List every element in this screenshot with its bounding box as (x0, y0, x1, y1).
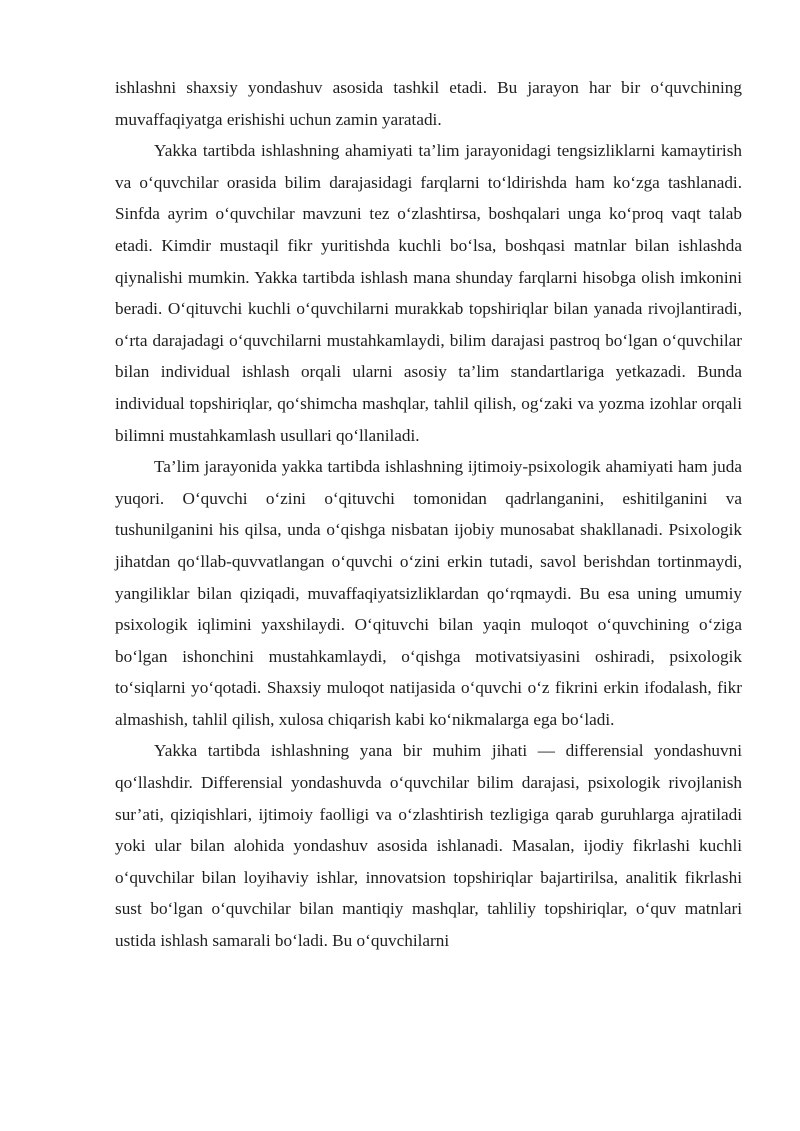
paragraph-4: Yakka tartibda ishlashning yana bir muhim jihati — differensial yondashuvni qo‘llashdir. Differensial yondashuvda o‘quvchilar bilim darajasi, psixologik rivojlanish sur’ati, qiziqishlari, ijtimoiy faolligi va o‘zlashtirish tezligiga qarab guruhlarga ajratiladi yoki ular bilan alohida yondashuv asosida ishlanadi. Masalan, ijodiy fikrlashi kuchli o‘quvchilar bilan loyihaviy ishlar, innovatsion topshiriqlar bajartirilsa, analitik fikrlashi sust bo‘lgan o‘quvchilar bilan mantiqiy mashqlar, tahliliy topshiriqlar, o‘quv matnlari ustida ishlash samarali bo‘ladi. Bu o‘quvchilarni (115, 741, 742, 951)
paragraph-3: Ta’lim jarayonida yakka tartibda ishlashning ijtimoiy-psixologik ahamiyati ham juda yuqori. O‘quvchi o‘zini o‘qituvchi tomonidan qadrlanganini, eshitilganini va tushunilganini his qilsa, unda o‘qishga nisbatan ijobiy munosabat shakllanadi. Psixologik jihatdan qo‘llab-quvvatlangan o‘quvchi o‘zini erkin tutadi, savol berishdan tortinmaydi, yangiliklar bilan qiziqadi, muvaffaqiyatsizliklardan qo‘rqmaydi. Bu esa uning umumiy psixologik iqlimini yaxshilaydi. O‘qituvchi bilan yaqin muloqot o‘quvchining o‘ziga bo‘lgan ishonchini mustahkamlaydi, o‘qishga motivatsiyasini oshiradi, psixologik to‘siqlarni yo‘qotadi. Shaxsiy muloqot natijasida o‘quvchi o‘z fikrini erkin ifodalash, fikr almashish, tahlil qilish, xulosa chiqarish kabi ko‘nikmalarga ega bo‘ladi. (115, 457, 742, 729)
paragraph-1: ishlashni shaxsiy yondashuv asosida tashkil etadi. Bu jarayon har bir o‘quvchining muvaffaqiyatga erishishi uchun zamin yaratadi. (115, 78, 742, 129)
paragraph-2: Yakka tartibda ishlashning ahamiyati ta’lim jarayonidagi tengsizliklarni kamaytirish va o‘quvchilar orasida bilim darajasidagi farqlarni to‘ldirishda ham ko‘zga tashlanadi. Sinfda ayrim o‘quvchilar mavzuni tez o‘zlashtirsa, boshqalari unga ko‘proq vaqt talab etadi. Kimdir mustaqil fikr yuritishda kuchli bo‘lsa, boshqasi matnlar bilan ishlashda qiynalishi mumkin. Yakka tartibda ishlash mana shunday farqlarni hisobga olish imkonini beradi. O‘qituvchi kuchli o‘quvchilarni murakkab topshiriqlar bilan yanada rivojlantiradi, o‘rta darajadagi o‘quvchilarni mustahkamlaydi, bilim darajasi pastroq bo‘lgan o‘quvchilar bilan individual ishlash orqali ularni asosiy ta’lim standartlariga yetkazadi. Bunda individual topshiriqlar, qo‘shimcha mashqlar, tahlil qilish, og‘zaki va yozma izohlar orqali bilimni mustahkamlash usullari qo‘llaniladi. (115, 141, 742, 445)
document-page (115, 72, 742, 957)
